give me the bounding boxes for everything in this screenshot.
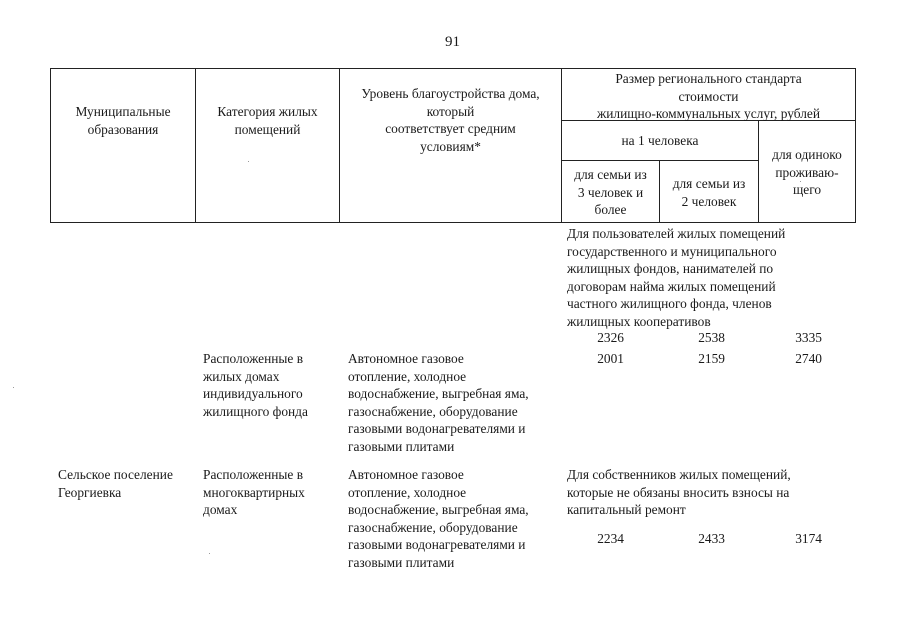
header-family-2: для семьи из 2 человек [672,176,746,209]
row3-group-label: Для собственников жилых помещений, которые не обязаны вносить взносы на капитальный ремонт [567,467,791,517]
row3-level: Автономное газовое отопление, холодное водоснабжение, выгребная яма, газоснабжение, оборудование газовыми водонагревателями и газовыми плитами [348,467,529,570]
row2-value-single: 2740 [795,351,822,366]
row3-value-family-3plus: 2234 [597,531,624,546]
row2-category: Расположенные в жилых домах индивидуального жилищного фонда [203,351,308,419]
row3-category: Расположенные в многоквартирных домах [203,467,305,517]
group1-value-family-2: 2538 [698,330,725,345]
table-left-border [50,68,51,223]
header-per-person: на 1 человека [621,133,699,148]
header-level: Уровень благоустройства дома, который соответствует средним условиям* [361,86,540,154]
row3-value-family-2: 2433 [698,531,725,546]
col-divider-1 [195,68,196,223]
table-right-border [855,68,856,223]
row3-municipality: Сельское поселение Георгиевка [58,467,173,500]
header-category: Категория жилых помещений [217,104,318,137]
header-standard: Размер регионального стандарта стоимости жилищно-коммунальных услуг, рублей [596,71,821,121]
header-municipality: Муниципальные образования [75,104,171,137]
group1-value-family-3plus: 2326 [597,330,624,345]
header-top-border [50,68,856,69]
header-single: для одиноко проживаю- щего [772,147,842,197]
row3-value-single: 3174 [795,531,822,546]
row2-value-family-3plus: 2001 [597,351,624,366]
header-family-3plus: для семьи из 3 человек и более [574,167,647,217]
group1-label: Для пользователей жилых помещений государственного и муниципального жилищных фондов, нанимателей по договорам найма жилых помещений частного жилищного фонда, членов жилищных кооперативов [567,226,786,329]
header-bottom-border [50,222,856,223]
page-number: 91 [445,34,460,50]
row2-level: Автономное газовое отопление, холодное водоснабжение, выгребная яма, газоснабжение, оборудование газовыми водонагревателями и газовыми плитами [348,351,529,454]
row2-value-family-2: 2159 [698,351,725,366]
group1-value-single: 3335 [795,330,822,345]
